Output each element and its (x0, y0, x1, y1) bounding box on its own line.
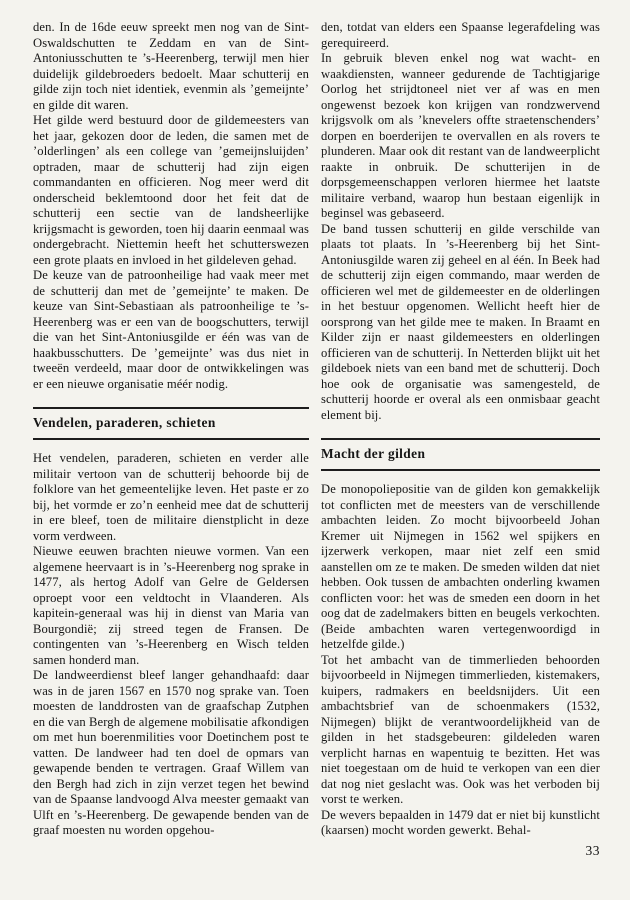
page-number: 33 (585, 843, 600, 858)
paragraph: De monopoliepositie van de gilden kon gemakkelijk tot conflicten met de meesters van de verschillende ambachten leiden. Zo mocht bijvoorbeeld Johan Kremer uit Nijmegen in 1562 wel spijkers en ijzerwerk verkopen, maar niet zelf een smid aanstellen om ze te maken. De smeden wilden dat niet hebben. Ook tussen de ambachten onderling kwamen conflicten voor: het was de smeden een doorn in het oog dat de zadelmakers bitten en beugels verkochten. (Beide ambachten waren vertegenwoordigd in hetzelfde gilde.) (321, 482, 600, 651)
paragraph: Nieuwe eeuwen brachten nieuwe vormen. Van een algemene heervaart is in ’s-Heerenberg nog sprake in 1477, als hertog Adolf van Gelre de Geldersen oproept voor een veldtocht in Vlaanderen. Als kapitein-generaal was hij in dienst van Maria van Bourgondië; zij streed tegen de Fransen. De contingenten van ’s-Heerenberg en Wisch telden samen honderd man. (33, 544, 309, 667)
section-heading-vendelen: Vendelen, paraderen, schieten (33, 407, 309, 440)
paragraph: Het vendelen, paraderen, schieten en verder alle militair vertoon van de schutterij behoorde bij de folklore van het gemeentelijke leven. Het paste er zo bij, het vormde er zo’n eenheid mee dat de schutterij in ere bleef, toen de militaire dienstplicht in deze vorm verdween. (33, 451, 309, 543)
paragraph: De wevers bepaalden in 1479 dat er niet bij kunstlicht (kaarsen) mocht worden gewerkt. Behal- (321, 807, 600, 837)
left-column (33, 20, 309, 839)
paragraph: De band tussen schutterij en gilde verschilde van plaats tot plaats. In ’s-Heerenberg bij het Sint-Antoniusgilde waren zij geheel en al één. In Beek had de schutterij zijn eigen commando, maar werden de officieren wel met de gildemeester en de olderlingen in het bestuur opgenomen. Wellicht heeft hier de oorsprong van het gilde mee te maken. In Braamt en Kilder zijn er naast gildemeesters en olderlingen officieren van de schutterij. In Netterden blijkt uit het gildeboek niets van een band met de schutterij. Doch hoe ook de organisatie was samengesteld, de schutterij hoorde er overal als een onmisbaar geacht element bij. (321, 221, 600, 422)
paragraph: den. In de 16de eeuw spreekt men nog van de Sint-Oswaldschutten te Zeddam en van de Sint-Antoniusschutten te ’s-Heerenberg, terwijl men hier duidelijk gildebroeders bedoelt. Maar schutterij en gilde zijn toch niet identiek, evenmin als ’gemeijnte’ en gilde dit waren. (33, 20, 309, 112)
paragraph: De keuze van de patroonheilige had vaak meer met de schutterij dan met de ’gemeijnte’ te maken. De keuze van Sint-Sebastiaan als patroonheilige te ’s-Heerenberg was er een van de boogschutters, terwijl die van het Sint-Antoniusgilde er één was van de haakbusschutters. De ’gemeijnte’ was dus niet in tweeën verdeeld, maar door de ontwikkelingen was er een nieuwe organisatie méér nodig. (33, 268, 309, 391)
paragraph: den, totdat van elders een Spaanse legerafdeling was gerequireerd. (321, 20, 600, 50)
right-column (321, 20, 600, 839)
paragraph: In gebruik bleven enkel nog wat wacht- en waakdiensten, wanneer gedurende de Tachtigjarige Oorlog het strijdtoneel niet ver af was en men ongewenst bezoek kon krijgen van rondzwervend krijgsvolk om als ’knevelers offte straetenschenders’ dorpen en boerderijen te overvallen en als rovers te plunderen. Maar ook dit restant van de landweerplicht raakte in onbruik. De schutterijen in de dorpsgemeenschappen verloren hiermee het laatste militaire verband, waarop hun bestaan eigenlijk in beginsel was gebaseerd. (321, 51, 600, 220)
paragraph: Het gilde werd bestuurd door de gildemeesters van het jaar, gekozen door de leden, die samen met de ’olderlingen’ als een college van ’gemeijnsluijden’ optraden, maar de schutterij had zijn eigen commandanten en officieren. Nog meer werd dit onderscheid beklemtoond door het feit dat de schutterij een sectie van de landsheerlijke krijgsmacht is geworden, toen hij daarin eenmaal was ondergebracht. Niettemin heeft het schutterswezen een grote plaats en invloed in het gildeleven gehad. (33, 113, 309, 267)
paragraph: De landweerdienst bleef langer gehandhaafd: daar was in de jaren 1567 en 1570 nog sprake van. Toen moesten de landdrosten van de graafschap Zutphen en die van Bergh de algemene mobilisatie afkondigen om met hun boerenmilities voor Doetinchem post te vatten. De landweer had ten doel de opmars van gewapende benden te vertragen. Graaf Willem van den Bergh had zich in zijn verzet tegen het bewind van de Spaanse landvoogd Alva meester gemaakt van Ulft en ’s-Heerenberg. De gewapende benden van de graaf moesten nu worden opgehou- (33, 668, 309, 837)
paragraph: Tot het ambacht van de timmerlieden behoorden bijvoorbeeld in Nijmegen timmerlieden, kistemakers, kuipers, radmakers en beeldsnijders. Uit een ambachtsbrief van de schoenmakers (1532, Nijmegen) blijkt de verantwoordelijkheid van de gilden in het stadsgebeuren: gildeleden waren verplicht harnas en wapentuig te bezitten. Het was niet toegestaan om de huid te verkopen van een dier dat nog niet geslacht was. Ook was het verboden bij vorst te werken. (321, 652, 600, 806)
section-heading-macht: Macht der gilden (321, 438, 600, 471)
